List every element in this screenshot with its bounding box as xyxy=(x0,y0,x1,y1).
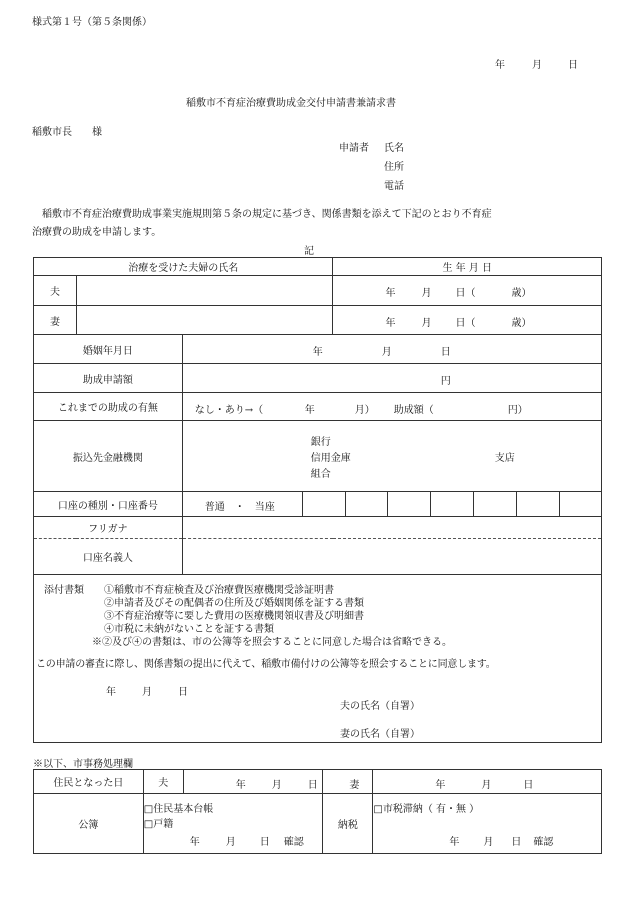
attachment-3: ③不育症治療等に要した費用の医療機関領収書及び明細書 xyxy=(104,611,364,622)
date-day-label: 日 xyxy=(568,60,578,71)
office-husband-label: 夫 xyxy=(143,770,183,794)
furigana-field[interactable] xyxy=(182,517,601,539)
birthdate-header: 生 年 月 日 xyxy=(333,258,602,276)
attachment-1: ①稲敷市不育症検査及び治療費医療機関受診証明書 xyxy=(104,585,334,596)
office-table xyxy=(33,769,602,854)
applicant-label: 申請者 xyxy=(339,143,369,154)
attachment-note: ※②及び④の書類は、市の公簿等を照会することに同意した場合は省略できる。 xyxy=(92,637,452,648)
registry-option-2[interactable]: □戸籍 xyxy=(143,819,174,830)
applicant-phone-label: 電話 xyxy=(384,181,404,192)
wife-signature-label: 妻の氏名（自署） xyxy=(340,729,420,740)
form-number: 様式第１号（第５条関係） xyxy=(32,17,152,28)
account-field[interactable]: 普通 ・ 当座 xyxy=(182,492,601,517)
account-digit-box[interactable] xyxy=(302,492,345,516)
account-digit-box[interactable] xyxy=(559,492,602,516)
intro-text-line2: 治療費の助成を申請します。 xyxy=(32,227,162,238)
applicant-name-label: 氏名 xyxy=(384,143,404,154)
wife-birthdate-field[interactable]: 年 月 日（ 歳） xyxy=(333,306,602,335)
account-digit-box[interactable] xyxy=(345,492,388,516)
addressee: 稲敷市長 様 xyxy=(32,127,102,138)
office-wife-label: 妻 xyxy=(349,780,360,791)
intro-text-line1: 稲敷市不育症治療費助成事業実施規則第５条の規定に基づき、関係書類を添えて下記のとおり不育症 xyxy=(32,209,492,220)
application-table xyxy=(33,257,602,743)
date-month-label: 月 xyxy=(532,60,542,71)
attachments-section: 添付書類 ①稲敷市不育症検査及び治療費医療機関受診証明書 ②申請者及びその配偶者の住所及び婚姻関係を証する書類 ③不育症治療等に要した費用の医療機関領収書及び明細書 ④市税に未納がないことを証する書類 ※②及び④の書類は、市の公簿等を照会することに同意した場合は省略できる。 この申請の審査に際し、関係書類の提出に代えて、稲敷市備付けの公簿等を照会することに同意します。 年 月 日 夫の氏名（自署） 妻の氏名（自署） xyxy=(34,575,602,743)
husband-signature-label: 夫の氏名（自署） xyxy=(340,701,420,712)
account-digit-box[interactable] xyxy=(387,492,430,516)
tax-label: 納税 xyxy=(323,794,373,854)
amount-field[interactable]: 円 xyxy=(182,364,601,393)
prior-subsidy-field[interactable]: なし・あり→（ 年 月） 助成額（ 円） xyxy=(182,393,601,421)
account-digit-box[interactable] xyxy=(430,492,473,516)
office-gap xyxy=(323,770,373,794)
husband-name-field[interactable] xyxy=(76,276,333,306)
consent-text: この申請の審査に際し、関係書類の提出に代えて、稲敷市備付けの公簿等を照会することに同意します。 xyxy=(36,659,496,670)
marriage-date-field[interactable]: 年 月 日 xyxy=(182,335,601,364)
bank-field[interactable]: 銀行 信用金庫 組合 支店 xyxy=(182,421,601,492)
couple-name-header: 治療を受けた夫婦の氏名 xyxy=(34,258,333,276)
attachment-4: ④市税に未納がないことを証する書類 xyxy=(104,624,274,635)
attachments-label: 添付書類 xyxy=(44,585,84,596)
account-digit-box[interactable] xyxy=(473,492,516,516)
husband-label: 夫 xyxy=(34,276,77,306)
account-holder-field[interactable] xyxy=(182,539,601,575)
husband-birthdate-field[interactable]: 年 月 日（ 歳） xyxy=(333,276,602,306)
account-label: 口座の種別・口座番号 xyxy=(34,492,183,517)
date-year-label: 年 xyxy=(495,60,505,71)
tax-field[interactable]: □市税滞納（ 有・無 ） 年 月 日 確認 xyxy=(373,794,602,854)
office-section-heading: ※以下、市事務処理欄 xyxy=(33,759,133,770)
account-holder-label: 口座名義人 xyxy=(34,539,183,575)
office-wife-date[interactable]: 妻 年 月 日 xyxy=(373,770,602,794)
furigana-label: フリガナ xyxy=(34,517,183,539)
registry-option-1[interactable]: □住民基本台帳 xyxy=(143,804,214,815)
marriage-date-label: 婚姻年月日 xyxy=(34,335,183,364)
tax-option[interactable]: □市税滞納（ 有・無 ） xyxy=(373,804,480,815)
registry-label: 公簿 xyxy=(34,794,144,854)
account-digit-box[interactable] xyxy=(516,492,559,516)
attachment-2: ②申請者及びその配偶者の住所及び婚姻関係を証する書類 xyxy=(104,598,364,609)
bank-label: 振込先金融機関 xyxy=(34,421,183,492)
amount-label: 助成申請額 xyxy=(34,364,183,393)
wife-name-field[interactable] xyxy=(76,306,333,335)
ki-marker: 記 xyxy=(304,246,314,257)
prior-subsidy-label: これまでの助成の有無 xyxy=(34,393,183,421)
resident-date-label: 住民となった日 xyxy=(34,770,144,794)
wife-label: 妻 xyxy=(34,306,77,335)
registry-field[interactable]: □住民基本台帳 □戸籍 年 月 日 確認 xyxy=(143,794,323,854)
form-title: 稲敷市不育症治療費助成金交付申請書兼請求書 xyxy=(186,98,396,109)
applicant-address-label: 住所 xyxy=(384,162,404,173)
office-husband-date[interactable]: 年 月 日 xyxy=(183,770,323,794)
